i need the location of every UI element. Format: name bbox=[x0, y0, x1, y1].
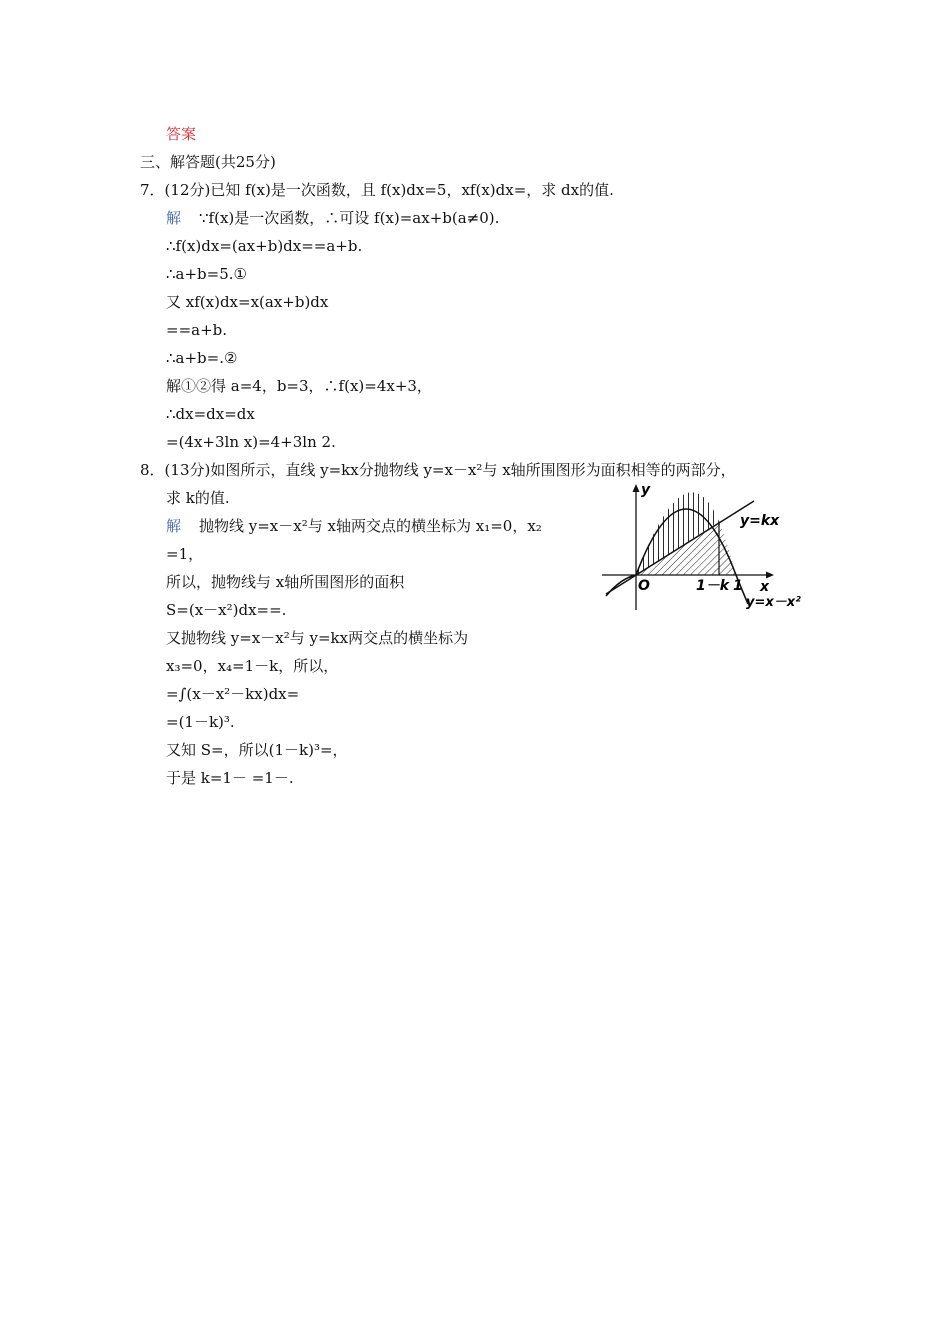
problem-7-line-1: ∵f(x)是一次函数，∴可设 f(x)=ax+b(a≠0). bbox=[199, 209, 500, 227]
x-axis-label: x bbox=[760, 579, 770, 595]
problem-7-line-4: 又 xf(x)dx=x(ax+b)dx bbox=[166, 293, 329, 311]
y-axis-label: y bbox=[641, 482, 651, 498]
problem-8-line-9: 又知 S=，所以(1－k)³=， bbox=[166, 741, 348, 759]
problem-8-line-2: =1， bbox=[166, 545, 204, 563]
problem-7-statement: 7．(12分)已知 f(x)是一次函数，且 f(x)dx=5，xf(x)dx=，求 dx的值. bbox=[140, 181, 614, 199]
problem-8-statement-line-1: 8．(13分)如图所示，直线 y=kx分抛物线 y=x－x²与 x轴所围图形为面积相等的两部分， bbox=[140, 461, 736, 479]
origin-label: O bbox=[638, 578, 650, 594]
problem-8-line-8: =(1－k)³. bbox=[166, 713, 235, 731]
problem-8-solution-label: 解 bbox=[166, 517, 182, 535]
problem-8-line-1: 抛物线 y=x－x²与 x轴两交点的横坐标为 x₁=0，x₂ bbox=[199, 517, 542, 535]
y-axis-arrow-icon bbox=[633, 484, 640, 492]
curve-label: y=x－x² bbox=[746, 595, 801, 610]
problem-7-line-3: ∴a+b=5.① bbox=[166, 265, 247, 283]
problem-7-line-2: ∴f(x)dx=(ax+b)dx==a+b. bbox=[166, 237, 363, 255]
problem-8-line-3: 所以，抛物线与 x轴所围图形的面积 bbox=[166, 573, 405, 591]
tick-label-1: 1 bbox=[733, 578, 743, 594]
problem-7-line-6: ∴a+b=.② bbox=[166, 349, 238, 367]
problem-8-line-5: 又抛物线 y=x－x²与 y=kx两交点的横坐标为 bbox=[166, 629, 469, 647]
problem-8-statement-line-2: 求 k的值. bbox=[166, 489, 230, 507]
problem-7-line-7: 解①②得 a=4，b=3，∴f(x)=4x+3， bbox=[166, 377, 432, 395]
x-axis-arrow-icon bbox=[766, 572, 774, 579]
parabola-figure bbox=[596, 478, 812, 614]
tick-label-1-minus-k: 1－k bbox=[696, 578, 730, 594]
problem-8-line-6: x₃=0，x₄=1－k，所以， bbox=[166, 657, 339, 675]
section-title: 三、解答题(共25分) bbox=[140, 153, 276, 171]
problem-7-solution-label: 解 bbox=[166, 209, 182, 227]
problem-8-line-4: S=(x－x²)dx==. bbox=[166, 601, 287, 619]
problem-7-line-8: ∴dx=dx=dx bbox=[166, 405, 255, 423]
problem-8-line-7: =∫(x－x²－kx)dx= bbox=[166, 685, 300, 703]
problem-7-line-9: =(4x+3ln x)=4+3ln 2. bbox=[166, 433, 336, 451]
line-label: y=kx bbox=[740, 513, 780, 529]
answer-label: 答案 bbox=[166, 125, 197, 143]
problem-8-line-10: 于是 k=1－ =1－. bbox=[166, 769, 294, 787]
problem-7-line-5: ==a+b. bbox=[166, 321, 228, 339]
